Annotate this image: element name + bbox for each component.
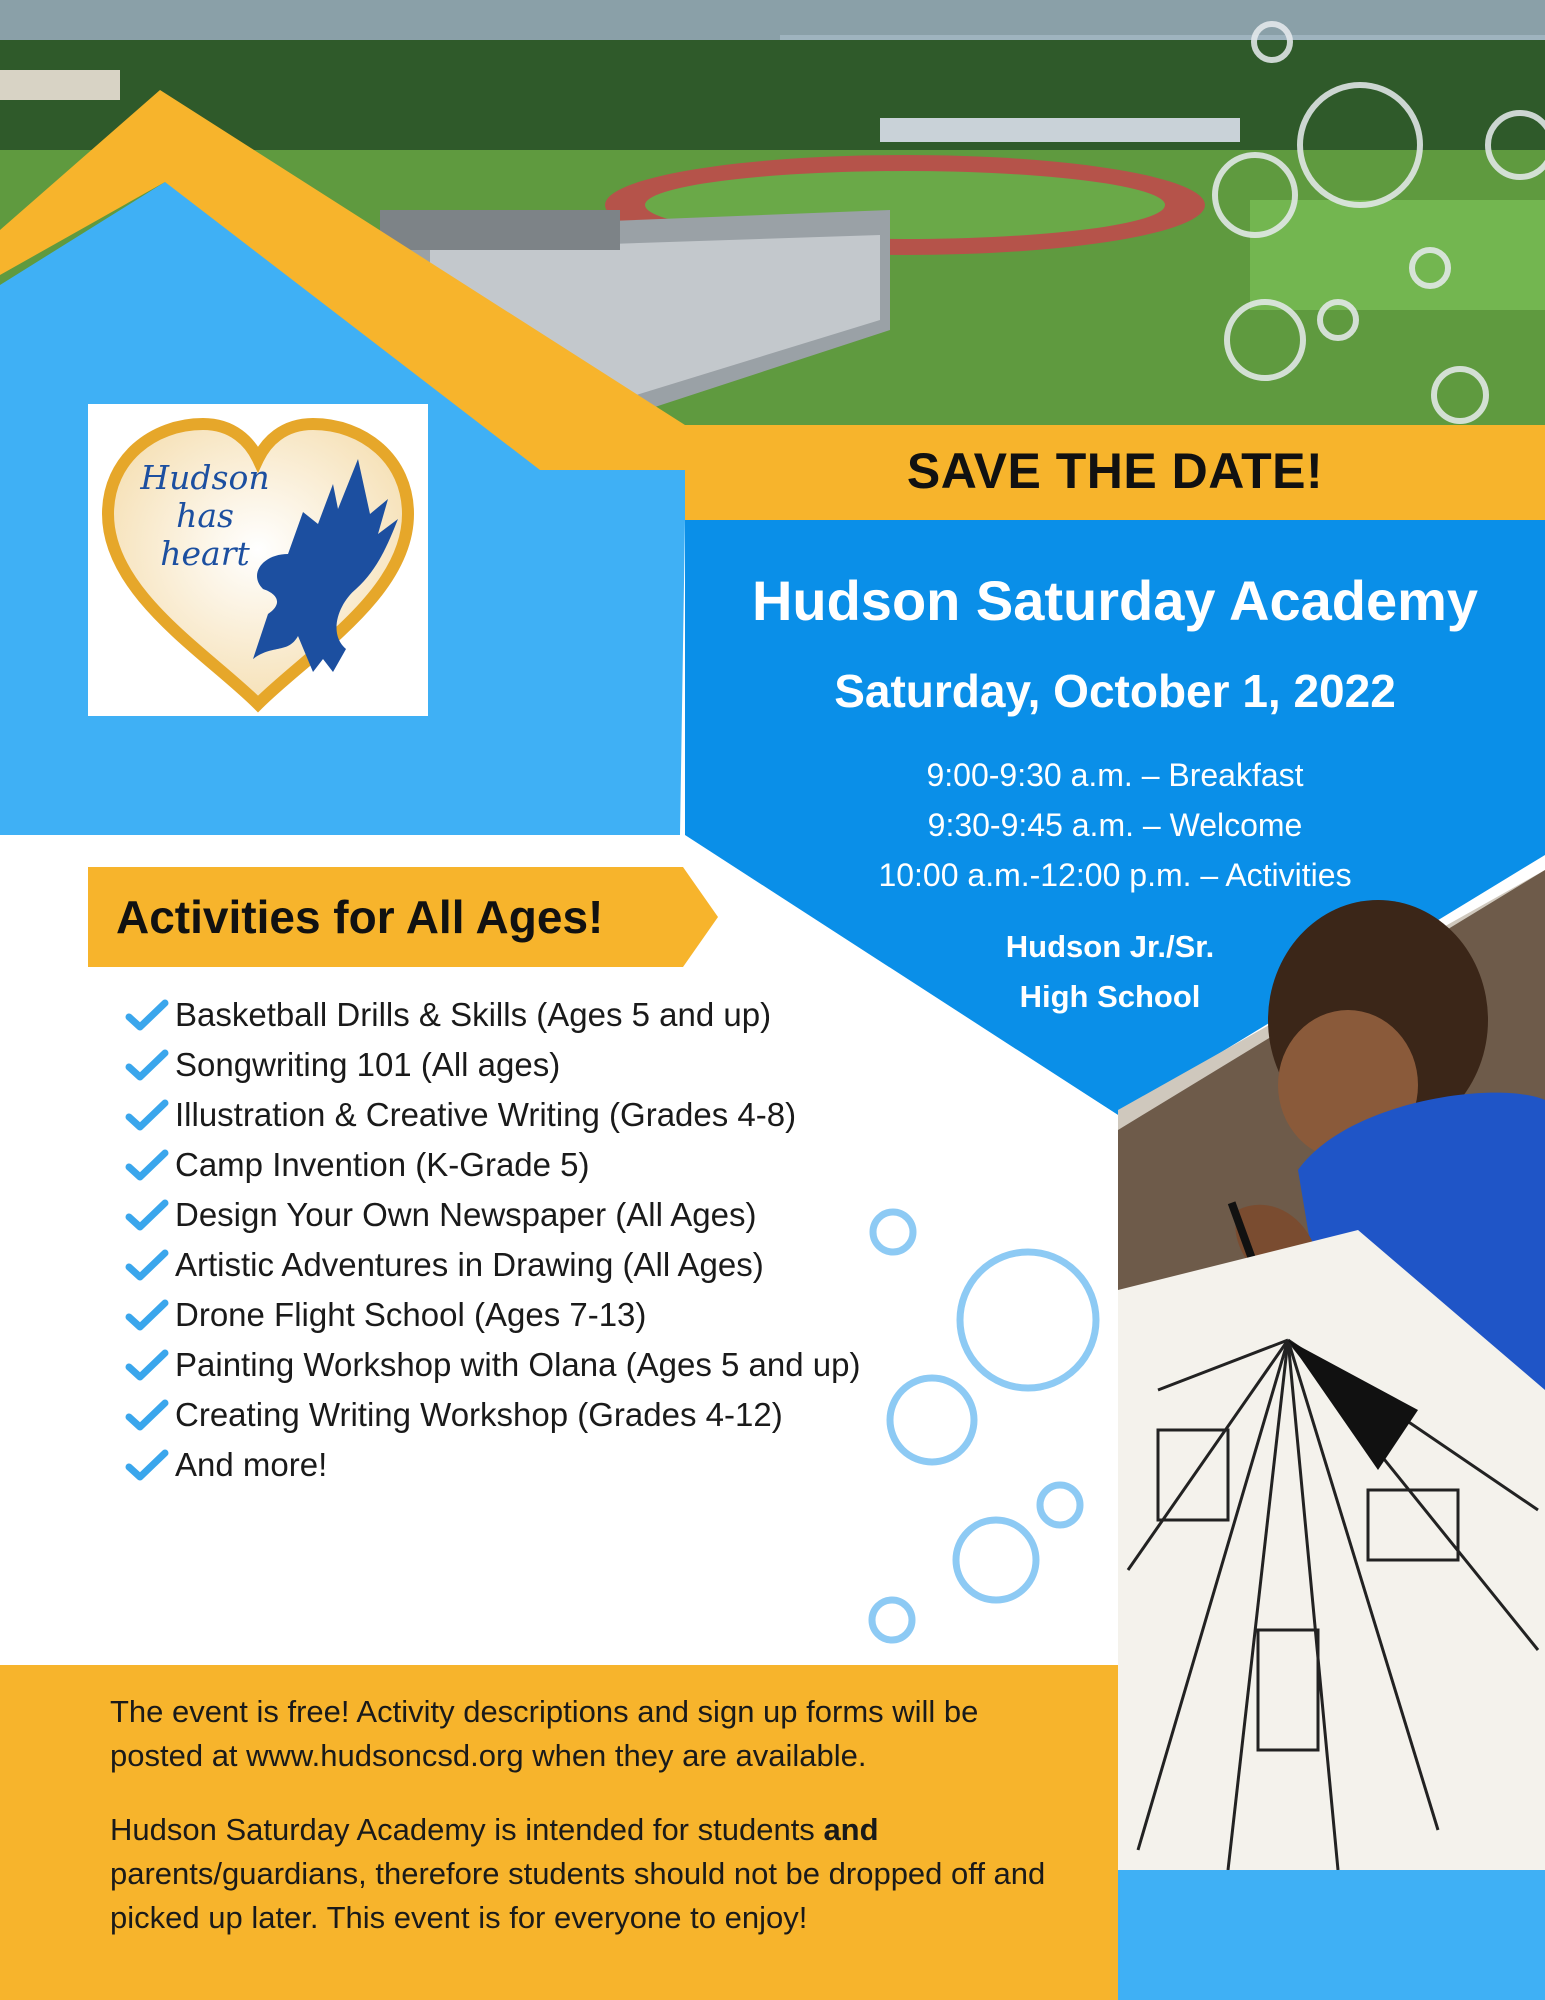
activity-label: Camp Invention (K-Grade 5) — [175, 1146, 590, 1183]
activity-item — [125, 1390, 955, 1440]
activity-label: Illustration & Creative Writing (Grades 4-8) — [175, 1096, 797, 1133]
logo-text-line1: Hudson — [140, 458, 270, 497]
logo-text-line3: heart — [160, 534, 250, 573]
activity-label: Songwriting 101 (All ages) — [175, 1046, 561, 1083]
checkmark-icon — [125, 1197, 169, 1233]
activity-item — [125, 1240, 955, 1290]
info-text-after: parents/guardians, therefore students should not be dropped off and picked up later. This event is for everyone to enjoy! — [110, 1856, 1046, 1935]
activity-label: Painting Workshop with Olana (Ages 5 and up) — [175, 1346, 861, 1383]
info-paragraph-intended — [110, 1808, 1070, 1940]
activities-heading: Activities for All Ages! — [116, 891, 604, 943]
logo-text-line2: has — [176, 496, 234, 535]
checkmark-icon — [125, 1447, 169, 1483]
schedule-item-activities: 10:00 a.m.-12:00 p.m. – Activities — [878, 857, 1352, 893]
activity-label: Design Your Own Newspaper (All Ages) — [175, 1196, 757, 1233]
activity-label: Basketball Drills & Skills (Ages 5 and up) — [175, 996, 772, 1033]
save-the-date-heading: SAVE THE DATE! — [906, 443, 1324, 499]
checkmark-icon — [125, 1247, 169, 1283]
checkmark-icon — [125, 1347, 169, 1383]
checkmark-icon — [125, 997, 169, 1033]
activity-label: Creating Writing Workshop (Grades 4-12) — [175, 1396, 783, 1433]
location-line1: Hudson Jr./Sr. — [1005, 929, 1215, 964]
checkmark-icon — [125, 1047, 169, 1083]
activity-item — [125, 1140, 955, 1190]
activity-label: Drone Flight School (Ages 7-13) — [175, 1296, 647, 1333]
activity-item — [125, 1190, 955, 1240]
activity-item — [125, 1290, 955, 1340]
checkmark-icon — [125, 1097, 169, 1133]
info-text-bold: and — [823, 1812, 879, 1847]
checkmark-icon — [125, 1147, 169, 1183]
activity-item — [125, 1440, 955, 1490]
schedule-item-breakfast: 9:00-9:30 a.m. – Breakfast — [926, 757, 1304, 793]
hudson-has-heart-logo — [88, 404, 428, 716]
event-title: Hudson Saturday Academy — [751, 569, 1479, 632]
info-text-before: Hudson Saturday Academy is intended for students — [110, 1812, 824, 1847]
location-line2: High School — [1019, 979, 1201, 1014]
schedule-item-welcome: 9:30-9:45 a.m. – Welcome — [927, 807, 1303, 843]
info-paragraph-free: The event is free! Activity descriptions and sign up forms will be posted at www.hudsoncsd.org when they are available. — [110, 1694, 979, 1773]
student-drawing-photo — [1118, 870, 1545, 1870]
activity-item — [125, 1090, 955, 1140]
activity-item — [125, 990, 955, 1040]
activities-list — [125, 990, 955, 1490]
activity-label: And more! — [175, 1446, 328, 1483]
activity-label: Artistic Adventures in Drawing (All Ages) — [175, 1246, 764, 1283]
event-date: Saturday, October 1, 2022 — [834, 665, 1396, 717]
checkmark-icon — [125, 1297, 169, 1333]
activity-item — [125, 1040, 955, 1090]
checkmark-icon — [125, 1397, 169, 1433]
event-info — [110, 1690, 1070, 1970]
activity-item — [125, 1340, 955, 1390]
